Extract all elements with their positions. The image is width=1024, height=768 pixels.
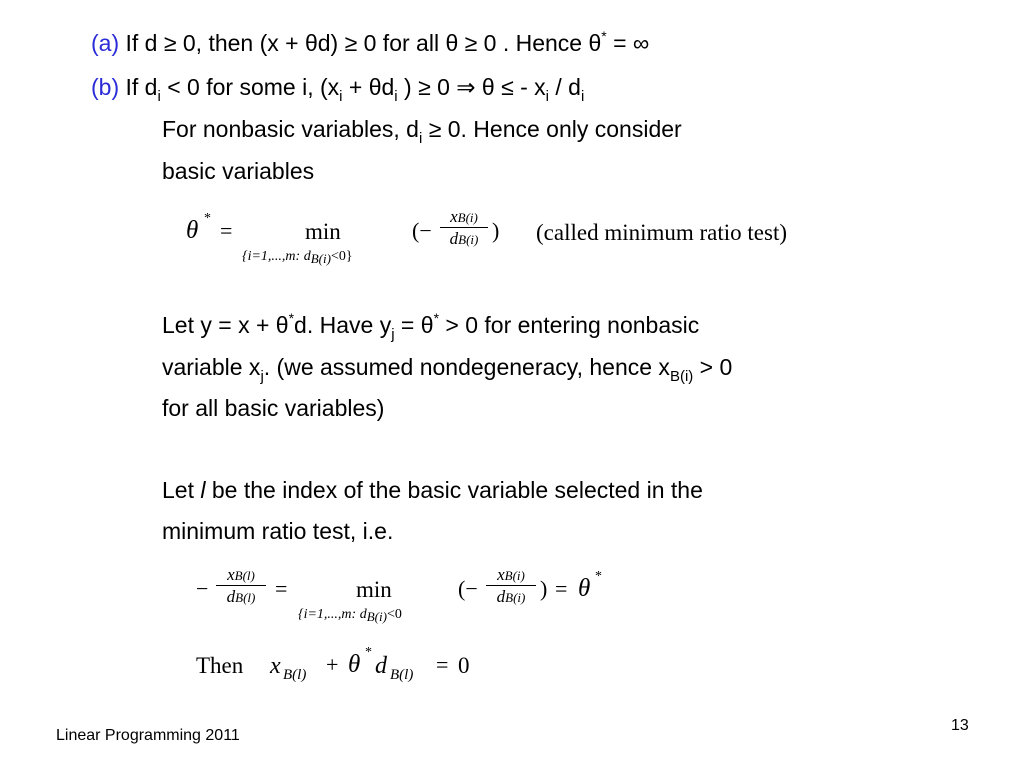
eq2-num2-x: x	[497, 565, 505, 584]
line-a	[91, 28, 650, 56]
nonbasic-t1: For nonbasic variables, d	[162, 116, 419, 142]
eq2-min: min	[356, 577, 392, 602]
let-y-line2	[162, 354, 733, 385]
eq1-num-x: x	[450, 207, 458, 226]
eq3-zero: 0	[458, 653, 470, 678]
eq2-under	[298, 607, 402, 622]
eq1-under-sub: B(i)	[310, 251, 331, 266]
eq1-fraction-bar	[440, 227, 488, 228]
nonbasic-line1	[162, 116, 682, 147]
let-y-t1: Let y = x + θ	[162, 312, 289, 338]
eq2-num-sub: B(l)	[234, 568, 255, 583]
line-b-s4: i	[545, 88, 550, 105]
let-y-line3: for all basic variables)	[162, 395, 385, 421]
eq3-then: Then	[196, 653, 244, 678]
eq2-paren-close: )	[540, 576, 548, 601]
eq1-note: (called minimum ratio test)	[536, 220, 788, 245]
eq3-theta-sup: *	[365, 645, 372, 660]
label-b: (b)	[91, 74, 120, 100]
eq2-den2	[486, 588, 536, 605]
let-y-l2s: j	[260, 368, 264, 385]
line-b	[91, 74, 585, 105]
eq2-rhs-sup: *	[595, 569, 602, 584]
eq2-den2-d: d	[496, 587, 506, 606]
eq3-plus: +	[326, 652, 339, 677]
nonbasic-s1: i	[418, 130, 423, 147]
eq2-eq: =	[275, 576, 288, 601]
eq2-num-x: x	[227, 565, 235, 584]
eq2-under-sub: B(i)	[366, 609, 387, 624]
eq3-theta: θ	[348, 651, 361, 678]
eq2-den-d: d	[226, 587, 236, 606]
eq2-eq2: =	[555, 576, 568, 601]
eq1-lhs: θ	[186, 217, 199, 244]
line-b-s3: i	[394, 88, 398, 105]
line-b-s5: i	[580, 88, 585, 105]
line-b-t1: If d	[125, 74, 158, 100]
eq1-min: min	[305, 219, 341, 244]
let-l-l: l	[200, 477, 206, 503]
eq2-den2-sub: B(i)	[505, 590, 526, 605]
let-y-sup2: *	[433, 310, 440, 326]
eq2-den-sub: B(l)	[235, 590, 256, 605]
page-number: 13	[951, 717, 969, 734]
eq1-num-sub: B(i)	[457, 210, 478, 225]
eq2-den	[216, 588, 266, 605]
eq2-paren-open: (−	[458, 576, 478, 601]
eq1-under	[242, 249, 353, 264]
let-y-t2: d. Have y	[294, 312, 392, 338]
line-a-text2: = ∞	[606, 30, 650, 56]
eq2-minus: −	[196, 576, 209, 601]
eq3-x-sub: B(l)	[283, 667, 307, 683]
eq1-lhs-sup: *	[204, 211, 211, 226]
let-l-t1: Let	[162, 477, 201, 503]
eq1-num	[440, 208, 488, 225]
eq3-x: x	[270, 653, 281, 679]
let-l-line1	[162, 479, 703, 502]
let-y-l2c: > 0	[693, 354, 733, 380]
eq1-under-end: <0}	[330, 249, 353, 264]
let-y-t3: = θ	[394, 312, 434, 338]
eq2-fraction-bar2	[486, 585, 536, 586]
eq2-fraction-right	[486, 566, 536, 605]
line-a-text: If d ≥ 0, then (x + θd) ≥ 0 for all θ ≥ 0 . Hence θ	[125, 30, 602, 56]
line-b-t4: ) ≥ 0 ⇒ θ ≤ - x	[397, 74, 546, 100]
nonbasic-t2: ≥ 0. Hence only consider	[422, 116, 682, 142]
let-y-l2b: . (we assumed nondegeneracy, hence x	[263, 354, 670, 380]
eq1-fraction	[440, 208, 488, 247]
eq3-eq: =	[436, 652, 449, 677]
nonbasic-line2: basic variables	[162, 158, 315, 184]
line-b-s1: i	[157, 88, 161, 105]
let-y-line1	[162, 310, 700, 343]
line-b-t5: / d	[549, 74, 581, 100]
let-y-sup1: *	[288, 310, 295, 326]
eq3-d: d	[375, 653, 387, 679]
eq1-eq: =	[220, 218, 233, 243]
eq1-den	[440, 230, 488, 247]
eq2-fraction-bar	[216, 585, 266, 586]
eq1-paren-close: )	[492, 218, 500, 243]
line-b-s2: i	[339, 88, 343, 105]
eq3-d-sub: B(l)	[390, 667, 414, 683]
eq2-num2	[486, 566, 536, 583]
eq2-num2-sub: B(i)	[504, 568, 525, 583]
let-y-l2s2: B(i)	[669, 368, 694, 385]
eq1-den-d: d	[449, 229, 459, 248]
line-a-sup: *	[601, 28, 607, 44]
let-y-l2a: variable x	[162, 354, 261, 380]
line-b-t3: + θd	[342, 74, 395, 100]
let-y-t4: > 0 for entering nonbasic	[439, 312, 700, 338]
eq1-den-sub: B(i)	[458, 232, 479, 247]
label-a: (a)	[91, 30, 120, 56]
footer-title: Linear Programming 2011	[56, 727, 240, 744]
let-l-line2: minimum ratio test, i.e.	[162, 518, 394, 544]
eq2-under-text: {i=1,...,m: d	[298, 607, 367, 622]
eq2-rhs: θ	[578, 575, 591, 602]
eq2-fraction-left	[216, 566, 266, 605]
eq1-paren-open: (−	[412, 218, 432, 243]
eq2-num	[216, 566, 266, 583]
let-y-s1: j	[391, 326, 395, 343]
line-b-t2: < 0 for some i, (x	[160, 74, 340, 100]
eq1-under-text: {i=1,...,m: d	[242, 249, 311, 264]
let-l-t2: be the index of the basic variable selected in the	[205, 477, 703, 503]
eq2-under-end: <0	[386, 607, 402, 622]
